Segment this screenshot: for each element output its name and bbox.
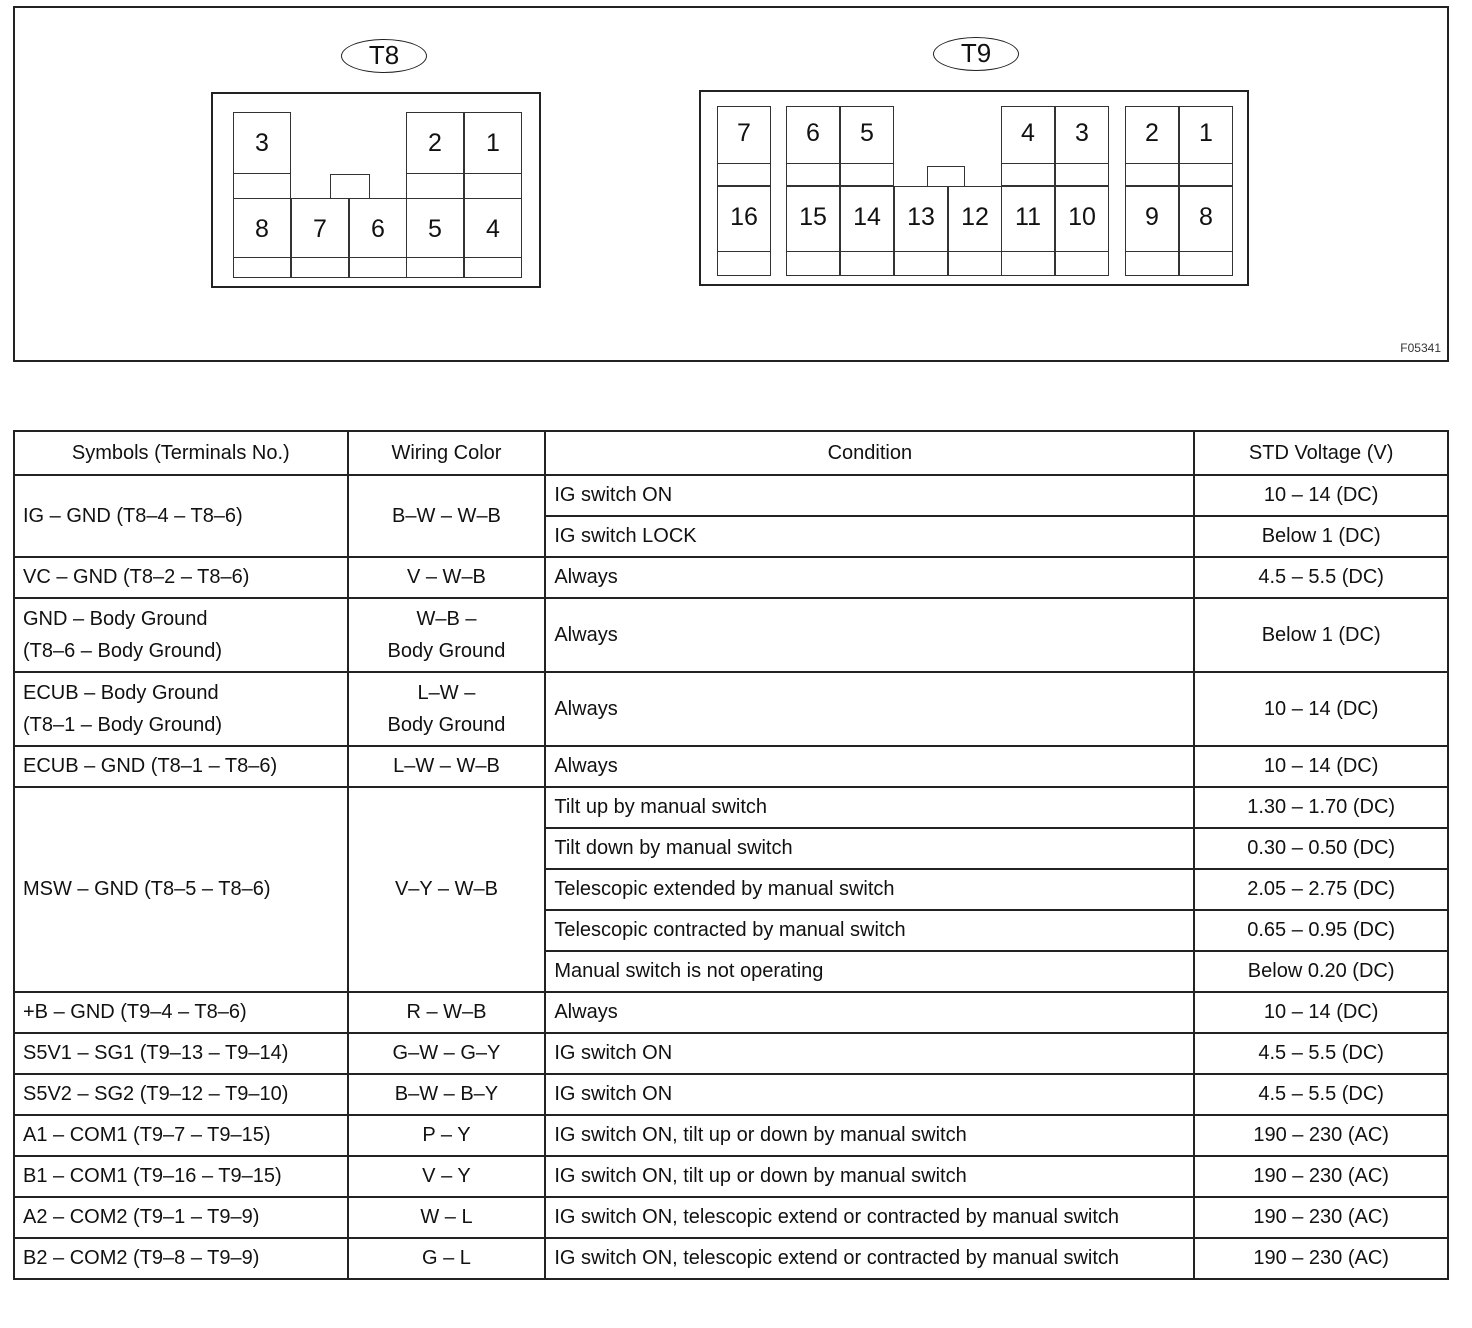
- t9-pin-cell: 2: [1125, 106, 1179, 186]
- connector-diagram: [13, 6, 1449, 362]
- voltage-cell: 10 – 14 (DC): [1194, 475, 1448, 516]
- voltage-cell: 10 – 14 (DC): [1194, 672, 1448, 746]
- condition-cell: IG switch ON: [545, 1033, 1194, 1074]
- table-row: [14, 475, 1448, 516]
- table-row: [14, 598, 1448, 672]
- table-header-row: [14, 431, 1448, 475]
- wiring-cell: V–Y – W–B: [348, 787, 546, 992]
- wiring-cell: W – L: [348, 1197, 546, 1238]
- t8-connector: [211, 92, 541, 288]
- wiring-cell: G–W – G–Y: [348, 1033, 546, 1074]
- t9-pin-cell: 6: [786, 106, 840, 186]
- symbol-line: (T8–6 – Body Ground): [23, 640, 222, 662]
- condition-cell: Always: [545, 598, 1194, 672]
- condition-cell: Manual switch is not operating: [545, 951, 1194, 992]
- t9-pin-cell: 15: [786, 186, 840, 276]
- symbol-cell: ECUB – GND (T8–1 – T8–6): [14, 746, 348, 787]
- t9-pin-cell: 11: [1001, 186, 1055, 276]
- t9-pin-cell: 14: [840, 186, 894, 276]
- t8-key: [330, 174, 370, 198]
- table-row: [14, 1074, 1448, 1115]
- t8-pin-cell: 1: [464, 112, 522, 200]
- symbol-cell: [14, 598, 348, 672]
- voltage-cell: 190 – 230 (AC): [1194, 1238, 1448, 1279]
- voltage-cell: Below 0.20 (DC): [1194, 951, 1448, 992]
- voltage-cell: 4.5 – 5.5 (DC): [1194, 1033, 1448, 1074]
- voltage-spec-table: [13, 430, 1449, 1280]
- table-row: [14, 1115, 1448, 1156]
- symbol-cell: MSW – GND (T8–5 – T8–6): [14, 787, 348, 992]
- voltage-cell: 2.05 – 2.75 (DC): [1194, 869, 1448, 910]
- t8-pin-cell: 3: [233, 112, 291, 200]
- voltage-cell: Below 1 (DC): [1194, 516, 1448, 557]
- symbol-cell: A1 – COM1 (T9–7 – T9–15): [14, 1115, 348, 1156]
- figure-code: F05341: [1400, 341, 1441, 355]
- t9-key: [927, 166, 965, 188]
- wiring-cell: G – L: [348, 1238, 546, 1279]
- voltage-cell: 1.30 – 1.70 (DC): [1194, 787, 1448, 828]
- t9-pin-cell: 9: [1125, 186, 1179, 276]
- wiring-cell: L–W – W–B: [348, 746, 546, 787]
- symbol-cell: VC – GND (T8–2 – T8–6): [14, 557, 348, 598]
- t9-pin-cell: 7: [717, 106, 771, 186]
- condition-cell: Telescopic contracted by manual switch: [545, 910, 1194, 951]
- t8-label: T8: [341, 39, 427, 73]
- t9-label: T9: [933, 37, 1019, 71]
- voltage-cell: 0.30 – 0.50 (DC): [1194, 828, 1448, 869]
- column-header: Symbols (Terminals No.): [14, 431, 348, 475]
- symbol-cell: B2 – COM2 (T9–8 – T9–9): [14, 1238, 348, 1279]
- voltage-cell: 4.5 – 5.5 (DC): [1194, 1074, 1448, 1115]
- t9-pin-cell: 8: [1179, 186, 1233, 276]
- condition-cell: Tilt up by manual switch: [545, 787, 1194, 828]
- voltage-cell: Below 1 (DC): [1194, 598, 1448, 672]
- column-header: Condition: [545, 431, 1194, 475]
- wiring-cell: V – Y: [348, 1156, 546, 1197]
- t9-pin-cell: 1: [1179, 106, 1233, 186]
- t8-pin-cell: 4: [464, 198, 522, 278]
- symbol-cell: S5V1 – SG1 (T9–13 – T9–14): [14, 1033, 348, 1074]
- condition-cell: IG switch ON, telescopic extend or contracted by manual switch: [545, 1197, 1194, 1238]
- symbol-cell: +B – GND (T9–4 – T8–6): [14, 992, 348, 1033]
- table-row: [14, 992, 1448, 1033]
- condition-cell: IG switch ON, telescopic extend or contracted by manual switch: [545, 1238, 1194, 1279]
- t9-pin-cell: 10: [1055, 186, 1109, 276]
- table-row: [14, 1033, 1448, 1074]
- symbol-line: GND – Body Ground: [23, 608, 208, 630]
- table-row: [14, 787, 1448, 828]
- table-row: [14, 1238, 1448, 1279]
- condition-cell: IG switch ON: [545, 1074, 1194, 1115]
- table-row: [14, 746, 1448, 787]
- condition-cell: Always: [545, 992, 1194, 1033]
- table-row: [14, 1156, 1448, 1197]
- t8-pin-cell: 5: [406, 198, 464, 278]
- table-row: [14, 1197, 1448, 1238]
- voltage-cell: 190 – 230 (AC): [1194, 1156, 1448, 1197]
- symbol-line: (T8–1 – Body Ground): [23, 714, 222, 736]
- wiring-line: L–W –: [417, 682, 476, 704]
- t9-pin-cell: 3: [1055, 106, 1109, 186]
- condition-cell: IG switch LOCK: [545, 516, 1194, 557]
- table-row: [14, 672, 1448, 746]
- t9-pin-cell: 16: [717, 186, 771, 276]
- column-header: Wiring Color: [348, 431, 546, 475]
- t8-pin-cell: 7: [291, 198, 349, 278]
- wiring-cell: [348, 598, 546, 672]
- symbol-line: ECUB – Body Ground: [23, 682, 219, 704]
- symbol-cell: [14, 672, 348, 746]
- wiring-line: W–B –: [416, 608, 477, 630]
- condition-cell: Always: [545, 557, 1194, 598]
- voltage-cell: 4.5 – 5.5 (DC): [1194, 557, 1448, 598]
- condition-cell: IG switch ON, tilt up or down by manual switch: [545, 1115, 1194, 1156]
- wiring-cell: P – Y: [348, 1115, 546, 1156]
- symbol-cell: B1 – COM1 (T9–16 – T9–15): [14, 1156, 348, 1197]
- t8-pin-cell: 2: [406, 112, 464, 200]
- wiring-line: Body Ground: [387, 640, 506, 662]
- symbol-cell: A2 – COM2 (T9–1 – T9–9): [14, 1197, 348, 1238]
- condition-cell: IG switch ON: [545, 475, 1194, 516]
- wiring-cell: B–W – B–Y: [348, 1074, 546, 1115]
- wiring-cell: V – W–B: [348, 557, 546, 598]
- voltage-cell: 0.65 – 0.95 (DC): [1194, 910, 1448, 951]
- wiring-line: Body Ground: [387, 714, 506, 736]
- t9-connector: [699, 90, 1249, 286]
- t9-pin-cell: 12: [948, 186, 1002, 276]
- t8-pin-cell: 6: [349, 198, 407, 278]
- t9-pin-cell: 4: [1001, 106, 1055, 186]
- column-header: STD Voltage (V): [1194, 431, 1448, 475]
- condition-cell: Telescopic extended by manual switch: [545, 869, 1194, 910]
- voltage-cell: 190 – 230 (AC): [1194, 1115, 1448, 1156]
- symbol-cell: S5V2 – SG2 (T9–12 – T9–10): [14, 1074, 348, 1115]
- t9-pin-cell: 13: [894, 186, 948, 276]
- voltage-cell: 10 – 14 (DC): [1194, 992, 1448, 1033]
- t9-pin-cell: 5: [840, 106, 894, 186]
- condition-cell: Always: [545, 746, 1194, 787]
- voltage-cell: 10 – 14 (DC): [1194, 746, 1448, 787]
- condition-cell: Tilt down by manual switch: [545, 828, 1194, 869]
- condition-cell: Always: [545, 672, 1194, 746]
- t8-pin-cell: 8: [233, 198, 291, 278]
- wiring-cell: [348, 672, 546, 746]
- wiring-cell: R – W–B: [348, 992, 546, 1033]
- voltage-cell: 190 – 230 (AC): [1194, 1197, 1448, 1238]
- symbol-cell: IG – GND (T8–4 – T8–6): [14, 475, 348, 557]
- table-row: [14, 557, 1448, 598]
- condition-cell: IG switch ON, tilt up or down by manual switch: [545, 1156, 1194, 1197]
- wiring-cell: B–W – W–B: [348, 475, 546, 557]
